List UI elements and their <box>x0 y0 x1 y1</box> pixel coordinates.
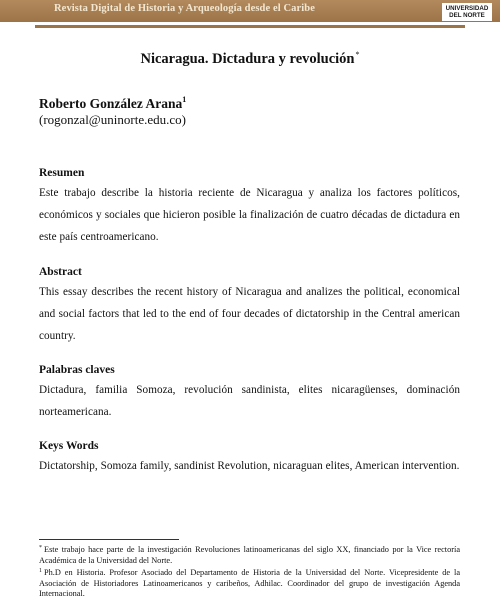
logo-line-1: UNIVERSIDAD <box>445 5 489 12</box>
section-body: Este trabajo describe la historia reciente de Nicaragua y analiza los factores políticos, económicos y sociales que hicieron posible la finalización de cuatro décadas de dictadura en este país centroamericano. <box>39 187 460 243</box>
journal-header-band <box>0 0 500 22</box>
paper-title <box>0 50 500 68</box>
header-divider <box>35 25 465 28</box>
logo-line-2: DEL NORTE <box>449 12 485 20</box>
section-heading: Keys Words <box>39 440 99 452</box>
paper-title-text: Nicaragua. Dictadura y revolución <box>140 51 355 67</box>
footnote-text: Este trabajo hace parte de la investigación Revoluciones latinoamericanas del siglo XX, financiado por la Vice rectoría Académica de la Universidad del Norte. <box>39 545 460 565</box>
section-heading: Resumen <box>39 167 85 179</box>
section-body: This essay describes the recent history of Nicaragua and analizes the political, economical and social factors that led to the end of four decades of dictatorship in the Central american country. <box>39 286 460 342</box>
footnote-separator <box>39 539 179 540</box>
section-body: Dictatorship, Somoza family, sandinist Revolution, nicaraguan elites, American intervention. <box>39 460 460 472</box>
university-logo <box>442 3 492 21</box>
footnote-text: Ph.D en Historia. Profesor Asociado del Departamento de Historia de la Universidad del Norte. Vicepresidente de la Asociación de Historiadores Latinoamericanos y caribeños, Adhilac. Coordinador del grupo de investigación Agenda Internacional. <box>39 568 460 598</box>
section-palabras-claves <box>39 364 460 423</box>
footnote <box>39 566 460 600</box>
title-footnote-marker: * <box>355 50 360 59</box>
author-footnote-marker: 1 <box>182 95 187 104</box>
footnote <box>39 543 460 566</box>
section-resumen <box>39 167 460 248</box>
section-body: Dictadura, familia Somoza, revolución sandinista, elites nicaragüenses, dominación norteamericana. <box>39 384 460 418</box>
author-email: (rogonzal@uninorte.edu.co) <box>39 112 186 127</box>
footnote-marker: 1 <box>39 568 42 574</box>
section-heading: Abstract <box>39 266 82 278</box>
section-keys-words <box>39 440 460 477</box>
section-heading: Palabras claves <box>39 364 115 376</box>
footnote-marker: * <box>39 545 42 551</box>
footnotes <box>39 543 460 600</box>
journal-title: Revista Digital de Historia y Arqueología desde el Caribe <box>54 3 315 14</box>
author-name-text: Roberto González Arana <box>39 96 183 111</box>
author-name <box>39 95 186 112</box>
section-abstract <box>39 266 460 347</box>
